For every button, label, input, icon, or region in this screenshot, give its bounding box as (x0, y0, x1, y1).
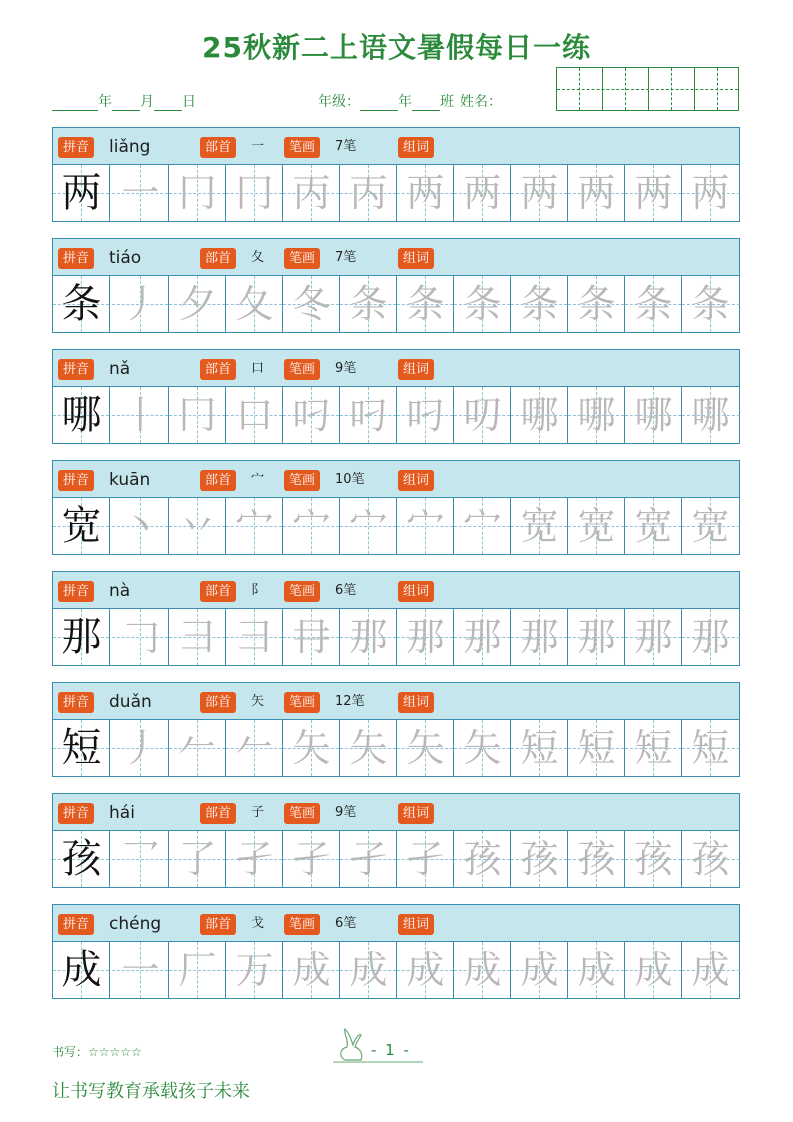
trace-character: 乛 (121, 837, 160, 881)
trace-cell[interactable] (397, 942, 454, 998)
trace-cell[interactable] (283, 942, 340, 998)
pinyin-tag: 拼音 (58, 248, 94, 269)
radical-tag: 部首 (200, 470, 236, 491)
pinyin-value: nà (109, 581, 131, 601)
trace-cell[interactable] (511, 276, 568, 332)
writing-grid (52, 609, 740, 666)
trace-character: 两 (463, 171, 502, 215)
trace-cell[interactable] (568, 831, 625, 887)
pinyin-tag: 拼音 (58, 470, 94, 491)
writing-grid (52, 831, 740, 888)
trace-character: 孑 (406, 837, 445, 881)
trace-character: 丙 (349, 171, 388, 215)
pinyin-value: duǎn (109, 692, 152, 712)
year-label: 年 (98, 94, 112, 110)
words-tag[interactable]: 组词 (398, 470, 434, 491)
trace-character: 𠃌 (121, 615, 160, 659)
trace-character: 两 (634, 171, 673, 215)
practice-row (52, 793, 740, 888)
trace-cell[interactable] (226, 831, 283, 887)
trace-character: 矢 (406, 726, 445, 770)
model-character: 短 (61, 725, 102, 771)
pinyin-value: liǎng (109, 137, 151, 157)
radical-tag: 部首 (200, 914, 236, 935)
trace-cell[interactable] (169, 942, 226, 998)
trace-character: 哪 (520, 393, 559, 437)
trace-character: 叼 (292, 393, 331, 437)
trace-character: 万 (235, 948, 274, 992)
strokes-value: 9笔 (335, 805, 357, 820)
trace-character: 丨 (121, 393, 160, 437)
trace-character: 冂 (178, 171, 217, 215)
writing-rating: 书写：☆☆☆☆☆ (52, 1045, 142, 1059)
trace-character: 条 (520, 282, 559, 326)
grade-label: 年级： (318, 94, 360, 110)
practice-row (52, 127, 740, 222)
row-header (52, 460, 740, 498)
grade-year-label: 年 (398, 94, 412, 110)
trace-character: 宀 (292, 504, 331, 548)
trace-character: 夂 (235, 282, 274, 326)
words-tag[interactable]: 组词 (398, 248, 434, 269)
strokes-tag: 笔画 (284, 914, 320, 935)
strokes-tag: 笔画 (284, 803, 320, 824)
trace-character: 哪 (577, 393, 616, 437)
trace-character: 口 (235, 393, 274, 437)
trace-character: 叨 (463, 393, 502, 437)
name-writing-grid[interactable] (556, 67, 739, 111)
pinyin-tag: 拼音 (58, 803, 94, 824)
writing-grid (52, 276, 740, 333)
row-header (52, 904, 740, 942)
trace-character: 了 (178, 837, 217, 881)
trace-character: 孑 (349, 837, 388, 881)
trace-cell[interactable] (283, 387, 340, 443)
trace-cell[interactable] (340, 942, 397, 998)
trace-character: 一 (121, 948, 160, 992)
trace-cell[interactable] (112, 276, 169, 332)
trace-cell[interactable] (511, 609, 568, 665)
pinyin-tag: 拼音 (58, 581, 94, 602)
trace-cell[interactable] (454, 942, 511, 998)
trace-character: 条 (691, 282, 730, 326)
model-character: 成 (61, 947, 102, 993)
trace-character: 成 (406, 948, 445, 992)
trace-character: 那 (520, 615, 559, 659)
trace-character: 哪 (634, 393, 673, 437)
row-header (52, 238, 740, 276)
trace-cell[interactable] (625, 498, 682, 554)
day-blank[interactable] (154, 94, 182, 111)
trace-character: 条 (406, 282, 445, 326)
strokes-value: 7笔 (335, 250, 357, 265)
trace-character: 成 (520, 948, 559, 992)
page-number-area (331, 1027, 431, 1067)
trace-cell[interactable] (283, 498, 340, 554)
strokes-tag: 笔画 (284, 359, 320, 380)
trace-cell[interactable] (169, 720, 226, 776)
trace-character: 孩 (634, 837, 673, 881)
radical-value: 一 (251, 139, 265, 154)
trace-cell[interactable] (511, 165, 568, 221)
trace-cell[interactable] (112, 498, 169, 554)
trace-character: 冄 (292, 615, 331, 659)
trace-character: 丿 (121, 726, 160, 770)
words-tag[interactable]: 组词 (398, 692, 434, 713)
trace-character: 冂 (235, 171, 274, 215)
trace-character: 条 (634, 282, 673, 326)
trace-cell[interactable] (397, 498, 454, 554)
pinyin-tag: 拼音 (58, 914, 94, 935)
trace-character: 哪 (691, 393, 730, 437)
trace-cell[interactable] (682, 498, 740, 554)
trace-cell[interactable] (568, 165, 625, 221)
trace-cell[interactable] (397, 720, 454, 776)
trace-character: 两 (520, 171, 559, 215)
trace-cell[interactable] (568, 609, 625, 665)
trace-character: 彐 (178, 615, 217, 659)
trace-character: 条 (463, 282, 502, 326)
trace-cell[interactable] (625, 609, 682, 665)
radical-tag: 部首 (200, 692, 236, 713)
words-tag[interactable]: 组词 (398, 137, 434, 158)
page-title: 25秋新二上语文暑假每日一练 (202, 31, 591, 64)
trace-character: 孩 (691, 837, 730, 881)
month-blank[interactable] (112, 94, 140, 111)
trace-cell[interactable] (340, 720, 397, 776)
trace-cell[interactable] (568, 720, 625, 776)
pinyin-value: hái (109, 803, 135, 823)
day-label: 日 (182, 94, 196, 110)
trace-cell[interactable] (568, 387, 625, 443)
trace-cell[interactable] (454, 720, 511, 776)
trace-cell[interactable] (625, 387, 682, 443)
trace-cell[interactable] (340, 498, 397, 554)
radical-value: 阝 (251, 583, 265, 598)
strokes-value: 6笔 (335, 583, 357, 598)
trace-cell[interactable] (568, 498, 625, 554)
trace-cell[interactable] (112, 942, 169, 998)
trace-cell[interactable] (511, 942, 568, 998)
trace-cell[interactable] (169, 831, 226, 887)
year-blank[interactable] (52, 94, 98, 111)
trace-cell[interactable] (112, 831, 169, 887)
radical-tag: 部首 (200, 248, 236, 269)
trace-cell[interactable] (454, 387, 511, 443)
row-header (52, 127, 740, 165)
trace-cell[interactable] (226, 276, 283, 332)
model-character: 两 (61, 170, 102, 216)
trace-character: 𠂉 (235, 726, 274, 770)
trace-cell[interactable] (283, 720, 340, 776)
trace-character: 那 (463, 615, 502, 659)
trace-character: 叼 (349, 393, 388, 437)
trace-character: 夕 (178, 282, 217, 326)
trace-cell[interactable] (397, 165, 454, 221)
class-blank[interactable] (412, 94, 440, 111)
row-header (52, 349, 740, 387)
trace-cell[interactable] (169, 387, 226, 443)
trace-cell[interactable] (283, 165, 340, 221)
pinyin-tag: 拼音 (58, 692, 94, 713)
trace-character: 宀 (463, 504, 502, 548)
trace-character: 孑 (292, 837, 331, 881)
trace-character: 宽 (634, 504, 673, 548)
trace-cell[interactable] (169, 276, 226, 332)
trace-character: 孑 (235, 837, 274, 881)
trace-cell[interactable] (226, 165, 283, 221)
strokes-tag: 笔画 (284, 692, 320, 713)
trace-character: 宽 (520, 504, 559, 548)
trace-character: 孩 (577, 837, 616, 881)
strokes-value: 6笔 (335, 916, 357, 931)
practice-row (52, 904, 740, 999)
trace-character: 丷 (178, 504, 217, 548)
pinyin-value: chéng (109, 914, 162, 934)
row-header (52, 793, 740, 831)
model-character-cell (53, 165, 110, 221)
model-character: 宽 (61, 503, 102, 549)
trace-cell[interactable] (682, 942, 740, 998)
radical-tag: 部首 (200, 803, 236, 824)
strokes-tag: 笔画 (284, 470, 320, 491)
trace-cell[interactable] (283, 276, 340, 332)
trace-cell[interactable] (454, 609, 511, 665)
trace-cell[interactable] (169, 165, 226, 221)
model-character-cell (53, 720, 110, 776)
trace-character: 短 (577, 726, 616, 770)
row-header (52, 682, 740, 720)
radical-value: 戈 (251, 916, 265, 931)
writing-grid (52, 942, 740, 999)
model-character: 条 (61, 281, 102, 327)
trace-character: 宽 (577, 504, 616, 548)
trace-character: 宽 (691, 504, 730, 548)
radical-tag: 部首 (200, 581, 236, 602)
trace-cell[interactable] (226, 498, 283, 554)
trace-cell[interactable] (112, 387, 169, 443)
trace-cell[interactable] (625, 276, 682, 332)
trace-character: 矢 (463, 726, 502, 770)
strokes-tag: 笔画 (284, 581, 320, 602)
month-label: 月 (140, 94, 154, 110)
trace-character: 叼 (406, 393, 445, 437)
trace-cell[interactable] (226, 942, 283, 998)
trace-cell[interactable] (511, 831, 568, 887)
trace-cell[interactable] (454, 498, 511, 554)
trace-cell[interactable] (340, 276, 397, 332)
pinyin-value: tiáo (109, 248, 142, 268)
trace-cell[interactable] (112, 165, 169, 221)
trace-cell[interactable] (625, 720, 682, 776)
trace-character: 成 (634, 948, 673, 992)
date-line (52, 89, 196, 111)
trace-character: 成 (691, 948, 730, 992)
name-label: 姓名： (460, 94, 502, 110)
trace-character: 宀 (235, 504, 274, 548)
radical-value: 夂 (251, 250, 265, 265)
trace-character: 矢 (349, 726, 388, 770)
trace-character: 𠂉 (178, 726, 217, 770)
pinyin-value: nǎ (109, 359, 131, 379)
trace-cell[interactable] (568, 276, 625, 332)
trace-character: 短 (520, 726, 559, 770)
trace-character: 孩 (463, 837, 502, 881)
pinyin-value: kuān (109, 470, 151, 490)
trace-character: 宀 (349, 504, 388, 548)
trace-cell[interactable] (340, 831, 397, 887)
radical-value: 矢 (251, 694, 265, 709)
grade-blank[interactable] (360, 94, 398, 111)
writing-grid (52, 498, 740, 555)
words-tag[interactable]: 组词 (398, 803, 434, 824)
trace-character: 彐 (235, 615, 274, 659)
strokes-value: 12笔 (335, 694, 365, 709)
words-tag[interactable]: 组词 (398, 581, 434, 602)
trace-character: 短 (634, 726, 673, 770)
model-character: 哪 (61, 392, 102, 438)
practice-row (52, 682, 740, 777)
trace-character: 矢 (292, 726, 331, 770)
practice-row (52, 460, 740, 555)
trace-cell[interactable] (397, 276, 454, 332)
trace-cell[interactable] (625, 942, 682, 998)
practice-row (52, 571, 740, 666)
model-character-cell (53, 498, 110, 554)
trace-character: 那 (577, 615, 616, 659)
trace-cell[interactable] (682, 165, 740, 221)
trace-cell[interactable] (625, 831, 682, 887)
trace-cell[interactable] (682, 276, 740, 332)
trace-character: 两 (691, 171, 730, 215)
trace-cell[interactable] (397, 387, 454, 443)
trace-character: 条 (577, 282, 616, 326)
writing-grid (52, 165, 740, 222)
model-character-cell (53, 831, 110, 887)
trace-character: 成 (292, 948, 331, 992)
pinyin-tag: 拼音 (58, 137, 94, 158)
class-label: 班 (440, 94, 454, 110)
strokes-tag: 笔画 (284, 248, 320, 269)
page-number: - 1 - (371, 1041, 411, 1059)
trace-cell[interactable] (511, 498, 568, 554)
model-character: 孩 (61, 836, 102, 882)
trace-cell[interactable] (112, 609, 169, 665)
trace-character: 短 (691, 726, 730, 770)
words-tag[interactable]: 组词 (398, 359, 434, 380)
trace-cell[interactable] (682, 609, 740, 665)
radical-value: 子 (251, 805, 265, 820)
trace-character: 一 (121, 171, 160, 215)
strokes-value: 9笔 (335, 361, 357, 376)
trace-cell[interactable] (340, 165, 397, 221)
grade-line (318, 89, 502, 111)
trace-cell[interactable] (454, 831, 511, 887)
trace-cell[interactable] (226, 609, 283, 665)
writing-grid (52, 720, 740, 777)
row-header (52, 571, 740, 609)
trace-character: 成 (463, 948, 502, 992)
trace-character: 两 (577, 171, 616, 215)
model-character-cell (53, 942, 110, 998)
trace-cell[interactable] (682, 387, 740, 443)
model-character-cell (53, 276, 110, 332)
trace-cell[interactable] (226, 720, 283, 776)
trace-character: 那 (406, 615, 445, 659)
trace-cell[interactable] (112, 720, 169, 776)
practice-row (52, 349, 740, 444)
model-character-cell (53, 387, 110, 443)
trace-cell[interactable] (169, 609, 226, 665)
trace-character: 那 (691, 615, 730, 659)
trace-cell[interactable] (454, 276, 511, 332)
model-character: 那 (61, 614, 102, 660)
words-tag[interactable]: 组词 (398, 914, 434, 935)
trace-character: 冂 (178, 393, 217, 437)
trace-character: 丶 (121, 504, 160, 548)
strokes-value: 10笔 (335, 472, 365, 487)
trace-character: 成 (577, 948, 616, 992)
trace-cell[interactable] (568, 942, 625, 998)
trace-cell[interactable] (397, 609, 454, 665)
strokes-tag: 笔画 (284, 137, 320, 158)
trace-character: 冬 (292, 282, 331, 326)
trace-cell[interactable] (682, 720, 740, 776)
radical-value: 口 (251, 361, 265, 376)
trace-cell[interactable] (283, 609, 340, 665)
trace-character: 丿 (121, 282, 160, 326)
trace-character: 两 (406, 171, 445, 215)
trace-cell[interactable] (511, 387, 568, 443)
trace-character: 厂 (178, 948, 217, 992)
trace-cell[interactable] (397, 831, 454, 887)
radical-value: 宀 (251, 472, 265, 487)
trace-character: 成 (349, 948, 388, 992)
trace-cell[interactable] (682, 831, 740, 887)
radical-tag: 部首 (200, 359, 236, 380)
trace-character: 孩 (520, 837, 559, 881)
trace-cell[interactable] (283, 831, 340, 887)
pinyin-tag: 拼音 (58, 359, 94, 380)
trace-cell[interactable] (226, 387, 283, 443)
trace-character: 条 (349, 282, 388, 326)
writing-grid (52, 387, 740, 444)
trace-cell[interactable] (625, 165, 682, 221)
trace-cell[interactable] (169, 498, 226, 554)
trace-character: 那 (634, 615, 673, 659)
trace-character: 那 (349, 615, 388, 659)
trace-character: 宀 (406, 504, 445, 548)
trace-cell[interactable] (340, 387, 397, 443)
model-character-cell (53, 609, 110, 665)
radical-tag: 部首 (200, 137, 236, 158)
trace-character: 丙 (292, 171, 331, 215)
practice-row (52, 238, 740, 333)
strokes-value: 7笔 (335, 139, 357, 154)
trace-cell[interactable] (454, 165, 511, 221)
trace-cell[interactable] (511, 720, 568, 776)
slogan: 让书写教育承载孩子未来 (52, 1081, 250, 1102)
trace-cell[interactable] (340, 609, 397, 665)
